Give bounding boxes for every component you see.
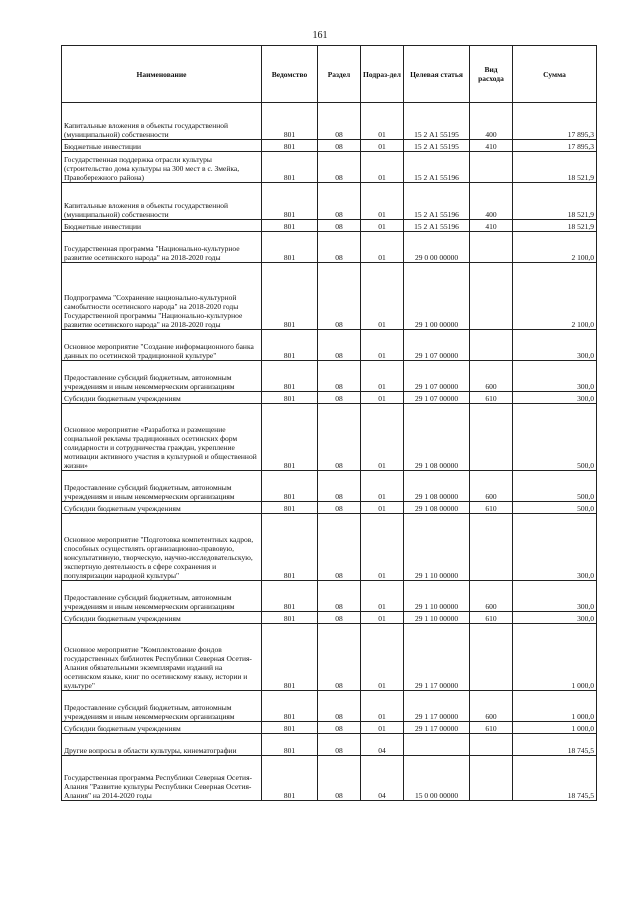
header-subsection: Подраз-дел <box>361 46 404 103</box>
cell-name: Государственная программа Республики Северная Осетия-Алания "Развитие культуры Республики Северная Осетия-Алания" на 2014-2020 годы <box>62 756 262 801</box>
cell-target: 29 1 10 00000 <box>404 612 470 624</box>
table-row <box>62 361 597 392</box>
cell-amount: 2 100,0 <box>513 263 597 330</box>
cell-section: 08 <box>318 502 361 514</box>
cell-section: 08 <box>318 220 361 232</box>
cell-ministry: 801 <box>262 722 318 734</box>
cell-amount: 1 000,0 <box>513 722 597 734</box>
cell-subsection: 04 <box>361 756 404 801</box>
cell-subsection: 01 <box>361 691 404 722</box>
table-row <box>62 624 597 691</box>
cell-target: 15 0 00 00000 <box>404 756 470 801</box>
table-row <box>62 471 597 502</box>
table-row <box>62 514 597 581</box>
cell-expense-type: 600 <box>470 361 513 392</box>
table-row <box>62 183 597 220</box>
cell-name: Основное мероприятие "Создание информационного банка данных по осетинской традиционной культуре" <box>62 330 262 361</box>
cell-name: Субсидии бюджетным учреждениям <box>62 502 262 514</box>
cell-expense-type: 610 <box>470 612 513 624</box>
table-row <box>62 722 597 734</box>
cell-section: 08 <box>318 734 361 756</box>
cell-ministry: 801 <box>262 103 318 140</box>
cell-target: 15 2 А1 55196 <box>404 220 470 232</box>
cell-subsection: 01 <box>361 152 404 183</box>
cell-name: Предоставление субсидий бюджетным, автономным учреждениям и иным некоммерческим организациям <box>62 581 262 612</box>
cell-name: Предоставление субсидий бюджетным, автономным учреждениям и иным некоммерческим организациям <box>62 361 262 392</box>
cell-expense-type: 610 <box>470 392 513 404</box>
cell-name: Основное мероприятие "Комплектование фондов государственных библиотек Республики Северная Осетия-Алания обязательными экземплярами изданий на осетинском языке, книг по осетинскому языку, истории и культуре" <box>62 624 262 691</box>
cell-name: Предоставление субсидий бюджетным, автономным учреждениям и иным некоммерческим организациям <box>62 691 262 722</box>
cell-section: 08 <box>318 152 361 183</box>
header-amount: Сумма <box>513 46 597 103</box>
cell-expense-type <box>470 330 513 361</box>
cell-ministry: 801 <box>262 263 318 330</box>
cell-section: 08 <box>318 140 361 152</box>
cell-name: Подпрограмма "Сохранение национально-культурной самобытности осетинского народа" на 2018-2020 годы Государственной программы "Национально-культурное развитие осетинского народа" на 2018-2020 годы <box>62 263 262 330</box>
header-target: Целевая статья <box>404 46 470 103</box>
cell-section: 08 <box>318 514 361 581</box>
cell-name: Предоставление субсидий бюджетным, автономным учреждениям и иным некоммерческим организациям <box>62 471 262 502</box>
table-row <box>62 392 597 404</box>
cell-ministry: 801 <box>262 183 318 220</box>
cell-ministry: 801 <box>262 691 318 722</box>
cell-section: 08 <box>318 103 361 140</box>
cell-name: Бюджетные инвестиции <box>62 140 262 152</box>
cell-target: 29 1 07 00000 <box>404 361 470 392</box>
header-name: Наименование <box>62 46 262 103</box>
cell-target: 15 2 А1 55195 <box>404 103 470 140</box>
cell-ministry: 801 <box>262 734 318 756</box>
cell-target: 29 1 17 00000 <box>404 691 470 722</box>
table-row <box>62 140 597 152</box>
cell-section: 08 <box>318 263 361 330</box>
cell-amount: 300,0 <box>513 361 597 392</box>
cell-target: 29 1 08 00000 <box>404 404 470 471</box>
cell-ministry: 801 <box>262 471 318 502</box>
table-row <box>62 232 597 263</box>
cell-amount: 500,0 <box>513 471 597 502</box>
cell-section: 08 <box>318 330 361 361</box>
cell-subsection: 01 <box>361 404 404 471</box>
cell-target: 15 2 А1 55195 <box>404 140 470 152</box>
cell-amount: 300,0 <box>513 581 597 612</box>
table-header-row <box>62 46 597 103</box>
cell-target: 29 1 10 00000 <box>404 514 470 581</box>
cell-ministry: 801 <box>262 514 318 581</box>
cell-subsection: 01 <box>361 502 404 514</box>
cell-target <box>404 734 470 756</box>
cell-ministry: 801 <box>262 624 318 691</box>
cell-ministry: 801 <box>262 140 318 152</box>
table-row <box>62 263 597 330</box>
cell-expense-type: 600 <box>470 581 513 612</box>
cell-expense-type: 600 <box>470 691 513 722</box>
cell-amount: 18 521,9 <box>513 183 597 220</box>
cell-target: 29 1 08 00000 <box>404 471 470 502</box>
cell-ministry: 801 <box>262 220 318 232</box>
cell-expense-type <box>470 404 513 471</box>
table-row <box>62 152 597 183</box>
cell-target: 15 2 А1 55196 <box>404 183 470 220</box>
cell-subsection: 01 <box>361 581 404 612</box>
cell-expense-type: 610 <box>470 722 513 734</box>
cell-section: 08 <box>318 722 361 734</box>
cell-subsection: 01 <box>361 183 404 220</box>
cell-subsection: 01 <box>361 232 404 263</box>
cell-expense-type: 400 <box>470 183 513 220</box>
cell-expense-type <box>470 514 513 581</box>
cell-subsection: 01 <box>361 612 404 624</box>
cell-subsection: 01 <box>361 361 404 392</box>
cell-subsection: 01 <box>361 220 404 232</box>
cell-subsection: 01 <box>361 392 404 404</box>
cell-amount: 2 100,0 <box>513 232 597 263</box>
cell-subsection: 01 <box>361 263 404 330</box>
cell-expense-type: 400 <box>470 103 513 140</box>
table-row <box>62 330 597 361</box>
cell-ministry: 801 <box>262 361 318 392</box>
cell-section: 08 <box>318 392 361 404</box>
cell-name: Субсидии бюджетным учреждениям <box>62 722 262 734</box>
cell-target: 29 1 17 00000 <box>404 624 470 691</box>
cell-amount: 1 000,0 <box>513 624 597 691</box>
cell-name: Бюджетные инвестиции <box>62 220 262 232</box>
cell-section: 08 <box>318 471 361 502</box>
cell-section: 08 <box>318 612 361 624</box>
cell-expense-type <box>470 232 513 263</box>
cell-target: 29 1 17 00000 <box>404 722 470 734</box>
cell-target: 15 2 А1 55196 <box>404 152 470 183</box>
cell-amount: 1 000,0 <box>513 691 597 722</box>
cell-name: Субсидии бюджетным учреждениям <box>62 392 262 404</box>
cell-expense-type: 410 <box>470 140 513 152</box>
cell-name: Другие вопросы в области культуры, кинематографии <box>62 734 262 756</box>
cell-section: 08 <box>318 581 361 612</box>
table-row <box>62 691 597 722</box>
cell-subsection: 01 <box>361 140 404 152</box>
cell-target: 29 1 07 00000 <box>404 330 470 361</box>
cell-subsection: 04 <box>361 734 404 756</box>
cell-subsection: 01 <box>361 103 404 140</box>
cell-ministry: 801 <box>262 232 318 263</box>
cell-amount: 18 745,5 <box>513 756 597 801</box>
cell-amount: 17 895,3 <box>513 140 597 152</box>
table-row <box>62 404 597 471</box>
cell-expense-type <box>470 756 513 801</box>
cell-expense-type: 610 <box>470 502 513 514</box>
table-row <box>62 103 597 140</box>
cell-name: Основное мероприятие "Подготовка компетентных кадров, способных осуществлять организационно-правовую, консультативную, творческую, научно-исследовательскую, экспертную деятельность в сфере сохранения и популяризации народной культуры" <box>62 514 262 581</box>
budget-table <box>61 45 597 801</box>
cell-ministry: 801 <box>262 581 318 612</box>
cell-expense-type: 600 <box>470 471 513 502</box>
cell-subsection: 01 <box>361 330 404 361</box>
cell-ministry: 801 <box>262 756 318 801</box>
cell-amount: 300,0 <box>513 392 597 404</box>
cell-amount: 300,0 <box>513 330 597 361</box>
table-row <box>62 734 597 756</box>
cell-name: Государственная программа "Национально-культурное развитие осетинского народа" на 2018-2020 годы <box>62 232 262 263</box>
header-expense-type: Вид расхода <box>470 46 513 103</box>
table-row <box>62 612 597 624</box>
cell-amount: 300,0 <box>513 612 597 624</box>
cell-section: 08 <box>318 361 361 392</box>
cell-expense-type <box>470 624 513 691</box>
cell-target: 29 1 07 00000 <box>404 392 470 404</box>
cell-subsection: 01 <box>361 722 404 734</box>
cell-name: Капитальные вложения в объекты государственной (муниципальной) собственности <box>62 103 262 140</box>
cell-section: 08 <box>318 691 361 722</box>
table-row <box>62 581 597 612</box>
cell-subsection: 01 <box>361 514 404 581</box>
cell-name: Государственная поддержка отрасли культуры (строительство дома культуры на 300 мест в с. Змейка, Правобережного района) <box>62 152 262 183</box>
cell-name: Субсидии бюджетным учреждениям <box>62 612 262 624</box>
cell-amount: 18 521,9 <box>513 220 597 232</box>
cell-section: 08 <box>318 183 361 220</box>
cell-amount: 500,0 <box>513 404 597 471</box>
cell-section: 08 <box>318 232 361 263</box>
cell-amount: 300,0 <box>513 514 597 581</box>
cell-target: 29 1 10 00000 <box>404 581 470 612</box>
cell-amount: 18 745,5 <box>513 734 597 756</box>
table-row <box>62 502 597 514</box>
table-row <box>62 220 597 232</box>
cell-expense-type <box>470 152 513 183</box>
cell-ministry: 801 <box>262 404 318 471</box>
table-body <box>62 103 597 801</box>
cell-section: 08 <box>318 624 361 691</box>
cell-ministry: 801 <box>262 330 318 361</box>
cell-target: 29 1 00 00000 <box>404 263 470 330</box>
cell-subsection: 01 <box>361 624 404 691</box>
cell-ministry: 801 <box>262 152 318 183</box>
cell-section: 08 <box>318 756 361 801</box>
cell-section: 08 <box>318 404 361 471</box>
cell-subsection: 01 <box>361 471 404 502</box>
cell-ministry: 801 <box>262 502 318 514</box>
header-ministry: Ведомство <box>262 46 318 103</box>
cell-expense-type: 410 <box>470 220 513 232</box>
cell-amount: 500,0 <box>513 502 597 514</box>
cell-expense-type <box>470 263 513 330</box>
header-section: Раздел <box>318 46 361 103</box>
cell-amount: 17 895,3 <box>513 103 597 140</box>
cell-ministry: 801 <box>262 612 318 624</box>
cell-expense-type <box>470 734 513 756</box>
cell-name: Основное мероприятие «Разработка и размещение социальной рекламы традиционных осетинских форм солидарности и сотрудничества граждан, укрепление мотивации активного участия в культурной и общественной жизни» <box>62 404 262 471</box>
cell-ministry: 801 <box>262 392 318 404</box>
cell-target: 29 0 00 00000 <box>404 232 470 263</box>
cell-amount: 18 521,9 <box>513 152 597 183</box>
page-number: 161 <box>312 30 328 41</box>
cell-name: Капитальные вложения в объекты государственной (муниципальной) собственности <box>62 183 262 220</box>
cell-target: 29 1 08 00000 <box>404 502 470 514</box>
table-row <box>62 756 597 801</box>
